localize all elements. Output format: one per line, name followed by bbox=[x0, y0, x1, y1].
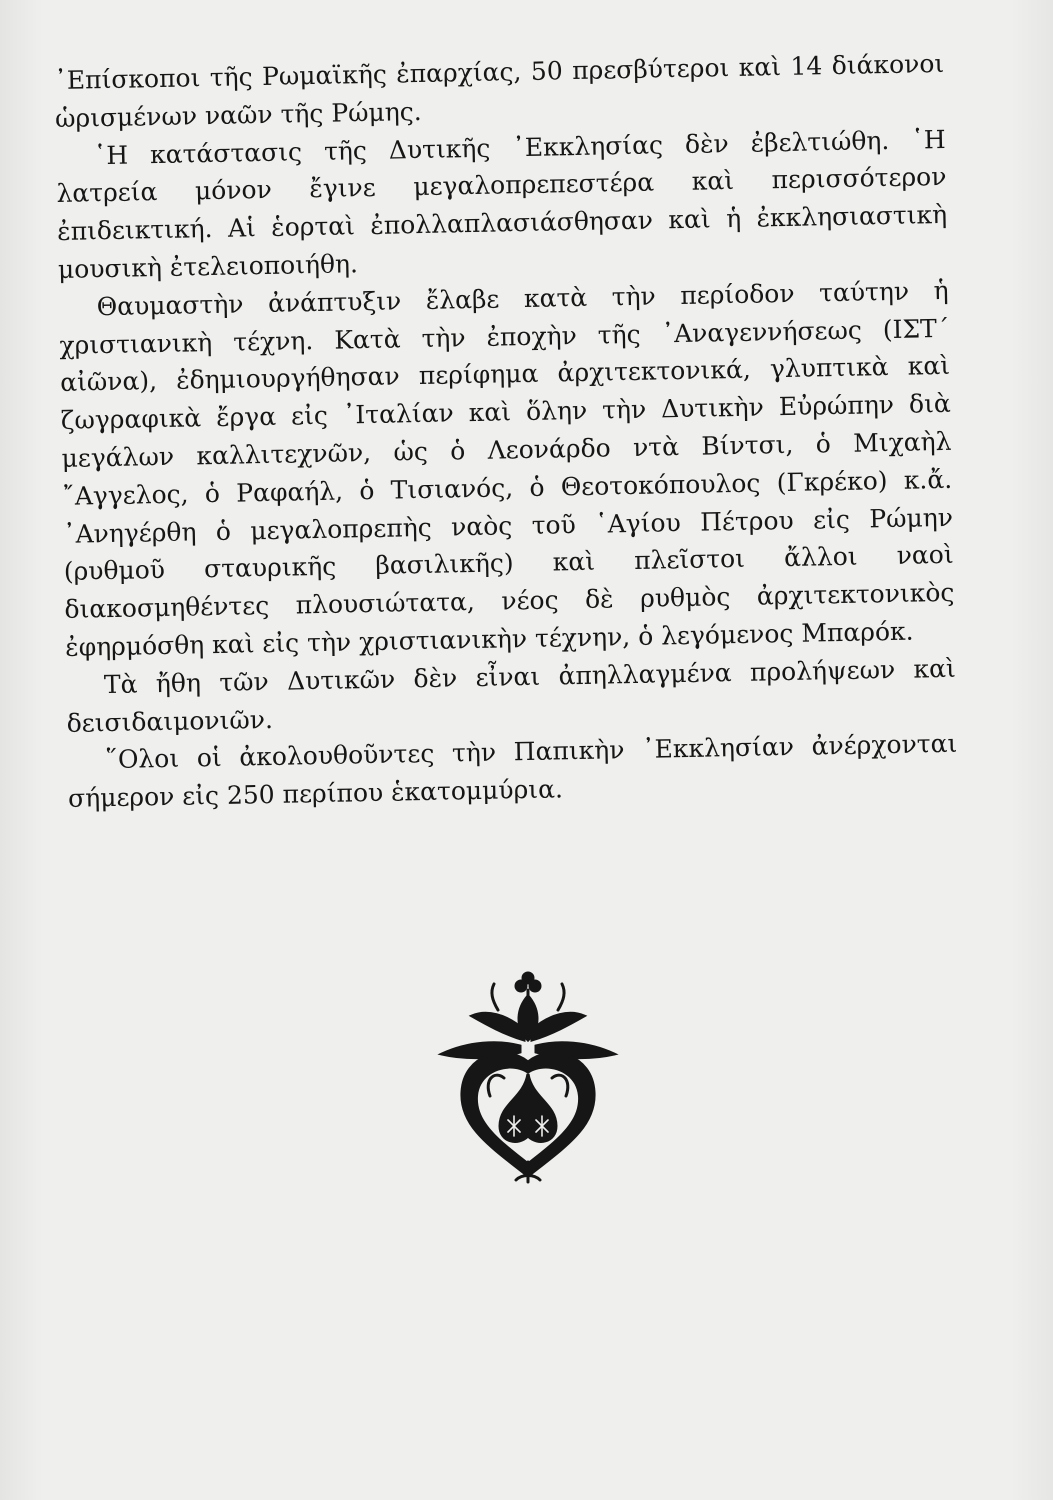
paragraph: Θαυμαστὴν ἀνάπτυξιν ἔλαβε κατὰ τὴν περίοδον ταύτην ἡ χριστιανικὴ τέχνη. Κατὰ τὴν ἐποχὴν τῆς ᾿Αναγεννήσεως (ΙΣΤ´ αἰῶνα), ἐδημιουργήθησαν περίφημα ἀρχιτεκτονικά, γλυπτικὰ καὶ ζωγραφικὰ ἔργα εἰς ᾿Ιταλίαν καὶ ὅλην τὴν Δυτικὴν Εὐρώπην διὰ μεγάλων καλλιτεχνῶν, ὡς ὁ Λεονάρδο ντὰ Βίντσι, ὁ Μιχαὴλ ῎Αγγελος, ὁ Ραφαήλ, ὁ Τισιανός, ὁ Θεοτοκόπουλος (Γκρέκο) κ.ἄ. ᾿Ανηγέρθη ὁ μεγαλοπρεπὴς ναὸς τοῦ ῾Αγίου Πέτρου εἰς Ρώμην (ρυθμοῦ σταυρικῆς βασιλικῆς) καὶ πλεῖστοι ἄλλοι ναοὶ διακοσμηθέντες πλουσιώτατα, νέος δὲ ρυθμὸς ἀρχιτεκτονικὸς ἐφηρμόσθη καὶ εἰς τὴν χριστιανικὴν τέχνην, ὁ λεγόμενος Μπαρόκ. bbox=[59, 275, 955, 662]
body-text bbox=[54, 45, 958, 818]
paragraph: ῾Η κατάστασις τῆς Δυτικῆς ᾿Εκκλησίας δὲν ἐβελτιώθη. ῾Η λατρεία μόνον ἔγινε μεγαλοπρεπεστέρα καὶ περισσότερον ἐπιδεικτική. Αἱ ἑορταὶ ἐπολλαπλασιάσθησαν καὶ ἡ ἐκκλησιαστικὴ μουσικὴ ἐτελειοποιήθη. bbox=[56, 124, 948, 284]
paragraph: Τὰ ἤθη τῶν Δυτικῶν δὲν εἶναι ἀπηλλαγμένα προλήψεων καὶ δεισιδαιμονιῶν. bbox=[66, 653, 957, 738]
paragraph-continued: ᾿Επίσκοποι τῆς Ρωμαϊκῆς ἐπαρχίας, 50 πρεσβύτεροι καὶ 14 διάκονοι ὡρισμένων ναῶν τῆς Ρώμης. bbox=[54, 48, 945, 133]
paragraph: ῞Ολοι οἱ ἀκολουθοῦντες τὴν Παπικὴν ᾿Εκκλησίαν ἀνέρχονται σήμερον εἰς 250 περίπου ἑκατομμύρια. bbox=[67, 729, 958, 814]
floral-heart-ornament-icon bbox=[428, 970, 628, 1185]
